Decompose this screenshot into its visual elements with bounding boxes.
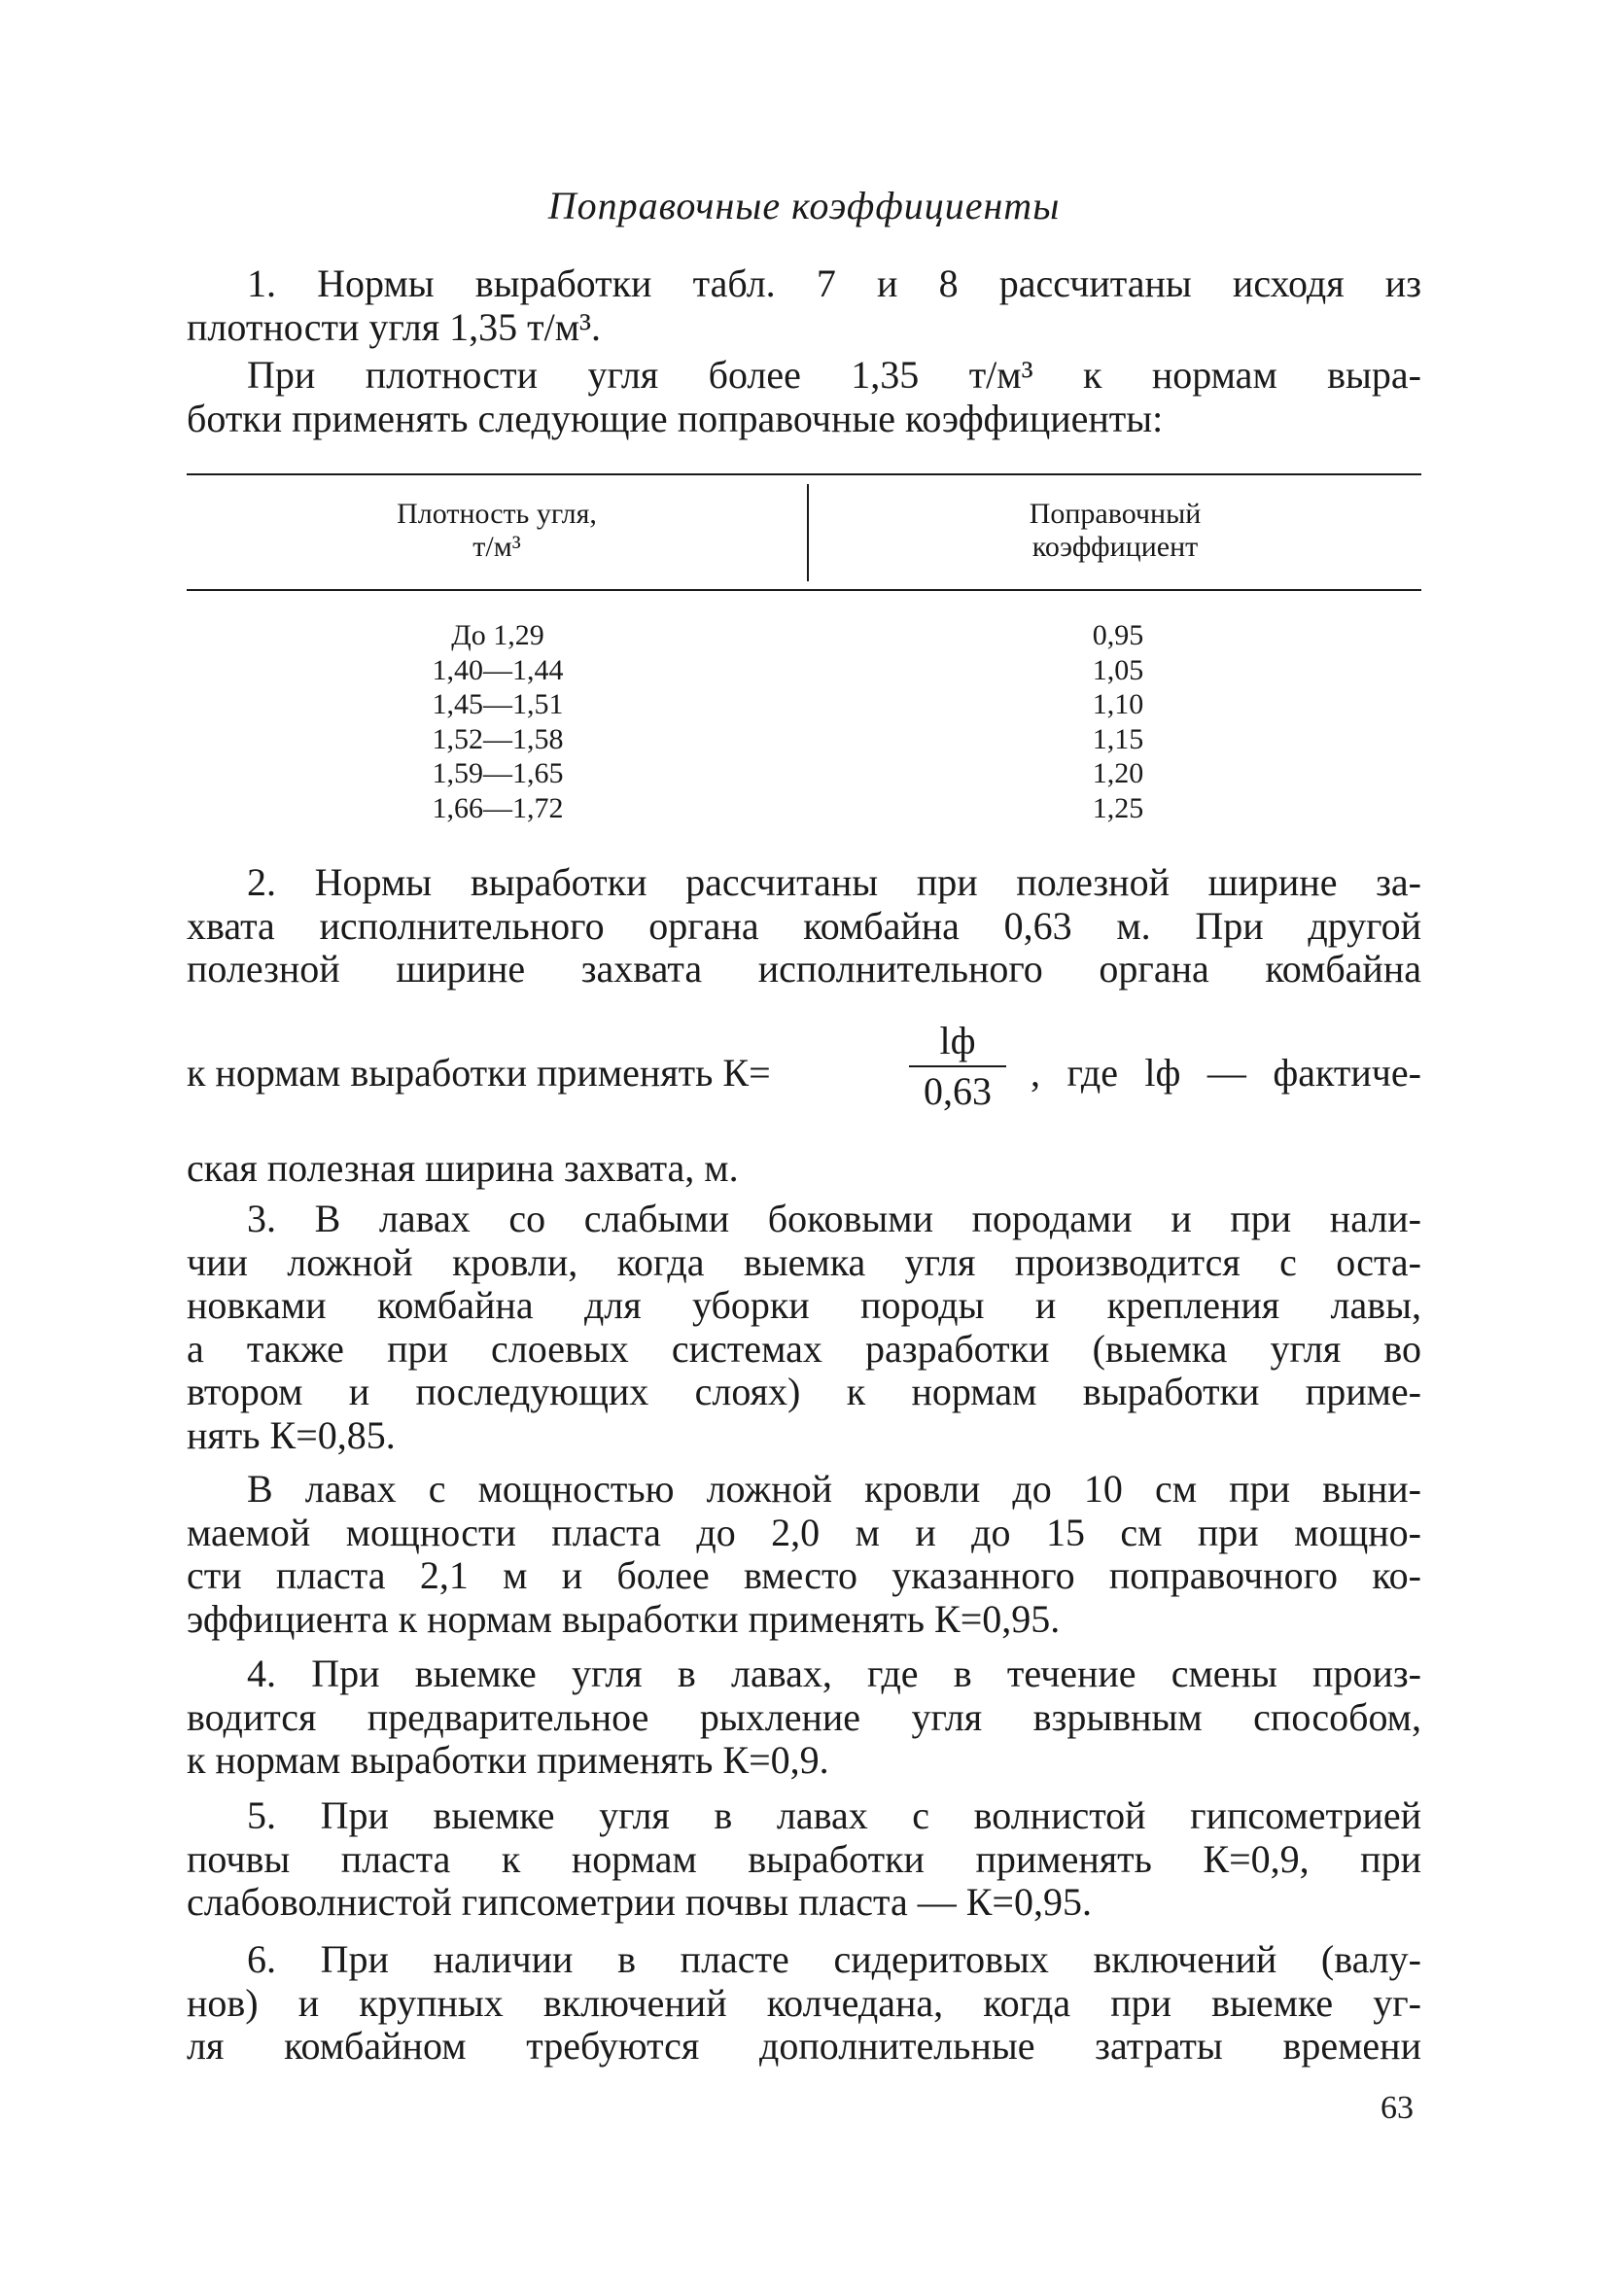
text-line: При плотности угля более 1,35 т/м³ к нормам выра- (247, 353, 1421, 397)
formula-fraction (909, 1019, 1006, 1114)
formula-suffix: , где lф — фактиче- (1031, 1051, 1421, 1095)
text-line: 2. Нормы выработки рассчитаны при полезной ширине за- (247, 860, 1421, 904)
text-line: втором и последующих слоях) к нормам выработки приме- (187, 1370, 1421, 1413)
text-line: плотности угля 1,35 т/м³. (187, 304, 601, 349)
text-line: чии ложной кровли, когда выемка угля производится с оста- (187, 1239, 1421, 1284)
paragraph-6 (187, 1938, 1421, 2069)
text-line: эффициента к нормам выработки применять К=0,95. (187, 1596, 1061, 1641)
table-coefficient-column (1040, 618, 1196, 825)
table-cell: 1,40—1,44 (432, 653, 564, 686)
table-cell: 1,59—1,65 (432, 757, 564, 789)
text-line: 1. Нормы выработки табл. 7 и 8 рассчитаны исходя из (247, 261, 1421, 305)
fraction-bar (909, 1065, 1006, 1067)
table-cell: 1,05 (1092, 653, 1144, 686)
paragraph-2-end (187, 1147, 1421, 1191)
paragraph-3b (187, 1468, 1421, 1641)
text-line: ля комбайном требуются дополнительные затраты времени (187, 2024, 1421, 2068)
text-line: ская полезная ширина захвата, м. (187, 1146, 739, 1190)
text-line: 5. При выемке угля в лавах с волнистой гипсометрией (247, 1793, 1421, 1837)
table-cell: До 1,29 (451, 619, 544, 651)
table-cell: 1,10 (1092, 688, 1144, 720)
table-header-density: Плотность угля, т/м³ (397, 498, 597, 563)
paragraph-5 (187, 1794, 1421, 1925)
paragraph-4 (187, 1652, 1421, 1783)
table-cell: 1,15 (1092, 722, 1144, 755)
paragraph-1b (187, 354, 1421, 440)
text-line: новками комбайна для уборки породы и крепления лавы, (187, 1283, 1421, 1327)
paragraph-1 (187, 262, 1421, 349)
fraction-denominator: 0,63 (924, 1069, 992, 1113)
text-line: водится предварительное рыхление угля взрывным способом, (187, 1694, 1421, 1739)
table-top-rule (187, 473, 1421, 475)
text-line: В лавах с мощностью ложной кровли до 10 см при выни- (247, 1467, 1421, 1511)
text-line: полезной ширине захвата исполнительного органа комбайна (187, 947, 1421, 991)
table-cell: 1,45—1,51 (432, 688, 564, 720)
formula-prefix: к нормам выработки применять К= (187, 1051, 771, 1095)
text-line: 4. При выемке угля в лавах, где в течение смены произ- (247, 1652, 1421, 1695)
text-line: 6. При наличии в пласте сидеритовых включений (валу- (247, 1937, 1421, 1981)
text-line: 3. В лавах со слабыми боковыми породами и при нали- (247, 1197, 1421, 1240)
text-line: к нормам выработки применять К=0,9. (187, 1738, 829, 1782)
text-line: маемой мощности пласта до 2,0 м и до 15 см при мощно- (187, 1510, 1421, 1554)
text-line: сти пласта 2,1 м и более вместо указанного поправочного ко- (187, 1553, 1421, 1597)
text-line: хвата исполнительного органа комбайна 0,63 м. При другой (187, 903, 1421, 948)
table-cell: 1,20 (1092, 757, 1144, 789)
text-line: слабоволнистой гипсометрии почвы пласта — К=0,95. (187, 1880, 1092, 1924)
section-title: Поправочные коэффициенты (547, 184, 1061, 227)
table-cell: 1,66—1,72 (432, 791, 564, 824)
text-line: а также при слоевых системах разработки (выемка угля во (187, 1326, 1421, 1371)
table-header-coefficient: Поправочный коэффициент (1029, 498, 1202, 563)
table-cell: 1,52—1,58 (432, 722, 564, 755)
text-line: нять К=0,85. (187, 1412, 396, 1457)
text-line: нов) и крупных включений колчедана, когда при выемке уг- (187, 1980, 1421, 2025)
table-cell: 0,95 (1092, 619, 1144, 651)
page-number: 63 (1381, 2090, 1414, 2126)
table-density-column (381, 618, 614, 825)
paragraph-2 (187, 861, 1421, 991)
fraction-numerator: lф (939, 1019, 976, 1062)
table-header-rule (187, 589, 1421, 591)
paragraph-3 (187, 1198, 1421, 1457)
text-line: ботки применять следующие поправочные коэффициенты: (187, 396, 1164, 440)
text-line: почвы пласта к нормам выработки применять К=0,9, при (187, 1836, 1421, 1881)
table-cell: 1,25 (1092, 791, 1144, 824)
